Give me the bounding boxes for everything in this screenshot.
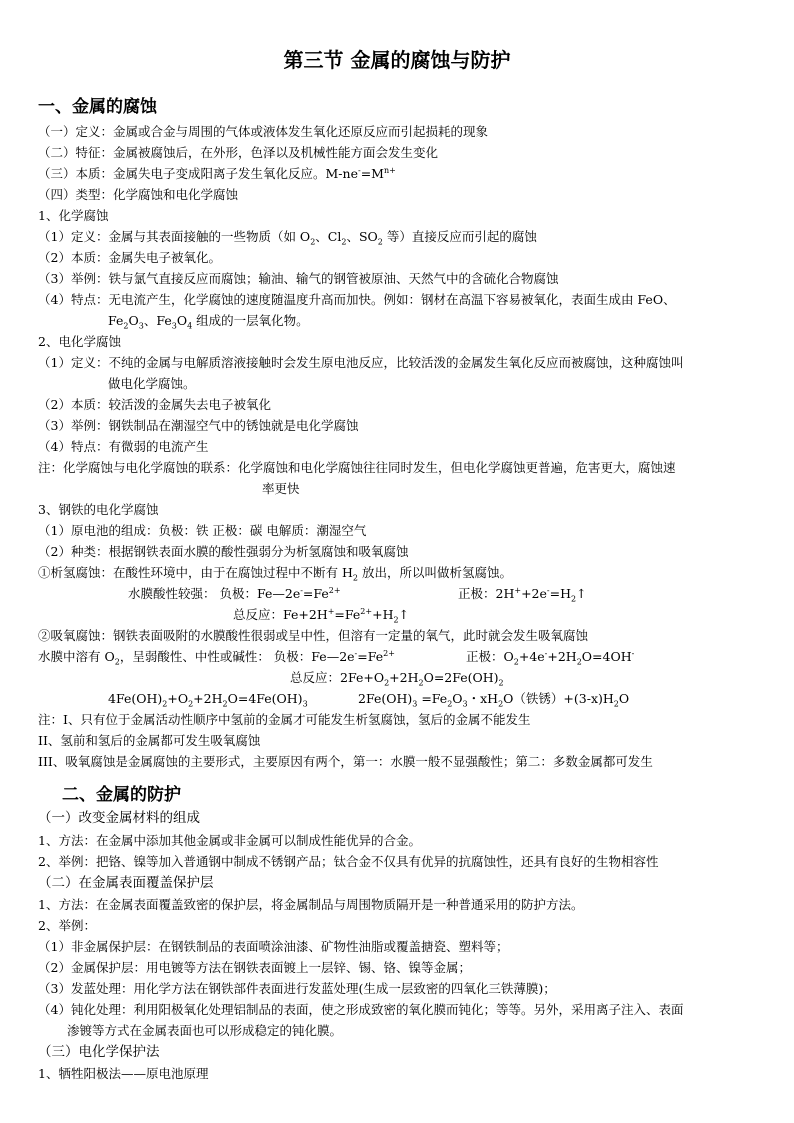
protection-2-method: 1、方法：在金属表面覆盖致密的保护层，将金属制品与周围物质隔开是一种普通采用的防护方法。 [38, 897, 584, 912]
protection-3-heading: （三）电化学保护法 [38, 1044, 160, 1060]
chem-corrosion-definition: （1）定义：金属与其表面接触的一些物质（如 $O_2$、$Cl_2$、$SO_2$ 等）直接反应而引起的腐蚀 [38, 229, 537, 247]
section-heading-corrosion: 一、金属的腐蚀 [38, 97, 157, 117]
echem-corrosion-note-cont: 率更快 [262, 481, 300, 496]
oxygen-absorption-intro: ②吸氧腐蚀：钢铁表面吸附的水膜酸性很弱或呈中性，但溶有一定量的氧气，此时就会发生吸氧腐蚀 [38, 628, 589, 643]
echem-corrosion-note: 注：化学腐蚀与电化学腐蚀的联系：化学腐蚀和电化学腐蚀往往同时发生，但电化学腐蚀更普遍，危害更大，腐蚀速 [38, 460, 676, 475]
steel-corrosion-heading: 3、钢铁的电化学腐蚀 [38, 502, 159, 517]
chem-corrosion-heading: 1、化学腐蚀 [38, 208, 109, 223]
protection-2-example-4-cont: 渗镀等方式在金属表面也可以形成稳定的钝化膜。 [67, 1023, 343, 1038]
echem-corrosion-characteristic: （4）特点：有微弱的电流产生 [38, 439, 209, 454]
chem-corrosion-essence: （2）本质：金属失电子被氧化。 [38, 250, 221, 265]
chem-corrosion-characteristic: （4）特点：无电流产生，化学腐蚀的速度随温度升高而加快。例如：钢材在高温下容易被氧化，表面生成由 FeO、 [38, 292, 676, 307]
corrosion-types: （四）类型：化学腐蚀和电化学腐蚀 [38, 187, 239, 202]
steel-note-3: III、吸氧腐蚀是金属腐蚀的主要形式，主要原因有两个，第一：水膜一般不显强酸性；第二：多数金属都可发生 [38, 754, 653, 769]
rust-reaction-1: $4Fe(OH)_2+O_2+2H_2O=4Fe(OH)_3$ [108, 691, 308, 709]
hydrogen-evolution-intro: ①析氢腐蚀：在酸性环境中，由于在腐蚀过程中不断有 $H_2$ 放出，所以叫做析氢腐蚀。 [38, 565, 512, 583]
protection-2-heading: （二）在金属表面覆盖保护层 [38, 875, 214, 891]
steel-note-2: II、氢前和氢后的金属都可发生吸氧腐蚀 [38, 733, 261, 748]
hydrogen-evolution-cathode: 正极：$2H^++2e^-=H_2↑$ [458, 585, 587, 604]
protection-1-example: 2、举例：把铬、镍等加入普通钢中制成不锈钢产品；钛合金不仅具有优异的抗腐蚀性，还具有良好的生物相容性 [38, 854, 659, 869]
echem-corrosion-definition: （1）定义：不纯的金属与电解质溶液接触时会发生原电池反应，比较活泼的金属发生氧化反应而被腐蚀，这种腐蚀叫 [38, 355, 684, 370]
echem-corrosion-heading: 2、电化学腐蚀 [38, 334, 121, 349]
steel-cell-composition: （1）原电池的组成：负极：铁 正极：碳 电解质：潮湿空气 [38, 523, 367, 538]
protection-3-item-1: 1、牺牲阳极法——原电池原理 [38, 1066, 209, 1081]
protection-1-method: 1、方法：在金属中添加其他金属或非金属可以制成性能优异的合金。 [38, 833, 421, 848]
hydrogen-evolution-total: 总反应：$Fe+2H^+=Fe^{2+}+H_2↑$ [233, 606, 410, 625]
page-title: 第三节 金属的腐蚀与防护 [283, 48, 511, 72]
oxygen-absorption-anode: 水膜中溶有 $O_2$，呈弱酸性、中性或碱性： 负极：$Fe—2e^-=Fe^{2+}$ [38, 648, 395, 667]
echem-corrosion-essence: （2）本质：较活泼的金属失去电子被氧化 [38, 397, 271, 412]
oxygen-absorption-cathode: 正极：$O_2+4e^-+2H_2O=4OH^-$ [466, 648, 635, 667]
hydrogen-evolution-anode: 水膜酸性较强： 负极：$Fe—2e^-=Fe^{2+}$ [128, 585, 341, 601]
steel-note-1: 注：I、只有位于金属活动性顺序中氢前的金属才可能发生析氢腐蚀，氢后的金属不能发生 [38, 712, 531, 727]
echem-corrosion-example: （3）举例：钢铁制品在潮湿空气中的锈蚀就是电化学腐蚀 [38, 418, 359, 433]
protection-2-example-4: （4）钝化处理：利用阳极氧化处理铝制品的表面，使之形成致密的氧化膜而钝化；等等。另外，采用离子注入、表面 [38, 1002, 684, 1017]
corrosion-features: （二）特征：金属被腐蚀后，在外形，色泽以及机械性能方面会发生变化 [38, 145, 439, 160]
protection-2-example-1: （1）非金属保护层：在钢铁制品的表面喷涂油漆、矿物性油脂或覆盖搪瓷、塑料等； [38, 939, 509, 954]
echem-corrosion-definition-cont: 做电化学腐蚀。 [108, 376, 196, 391]
section-heading-protection: 二、金属的防护 [62, 785, 181, 805]
chem-corrosion-example: （3）举例：铁与氯气直接反应而腐蚀；输油、输气的钢管被原油、天然气中的含硫化合物腐蚀 [38, 271, 559, 286]
oxygen-absorption-total: 总反应：$2Fe+O_2+2H_2O=2Fe(OH)_2$ [290, 670, 504, 688]
protection-1-heading: （一）改变金属材料的组成 [38, 810, 200, 826]
protection-2-example-2: （2）金属保护层：用电镀等方法在钢铁表面镀上一层锌、锡、铬、镍等金属； [38, 960, 471, 975]
corrosion-essence: （三）本质：金属失电子变成阳离子发生氧化反应。$M-ne^-=M^{n+}$ [38, 165, 396, 181]
protection-2-example: 2、举例： [38, 918, 96, 933]
steel-corrosion-kinds: （2）种类：根据钢铁表面水膜的酸性强弱分为析氢腐蚀和吸氧腐蚀 [38, 544, 409, 559]
chem-corrosion-characteristic-cont: $Fe_2O_3$、$Fe_3O_4$ 组成的一层氧化物。 [108, 313, 309, 331]
corrosion-definition: （一）定义：金属或合金与周围的气体或液体发生氧化还原反应而引起损耗的现象 [38, 124, 489, 139]
rust-reaction-2: $2Fe(OH)_3 =Fe_2O_3$・$xH_2O$（铁锈）$+(3-x)H_2O$ [358, 691, 630, 709]
protection-2-example-3: （3）发蓝处理：用化学方法在钢铁部件表面进行发蓝处理(生成一层致密的四氧化三铁薄膜)； [38, 981, 556, 996]
